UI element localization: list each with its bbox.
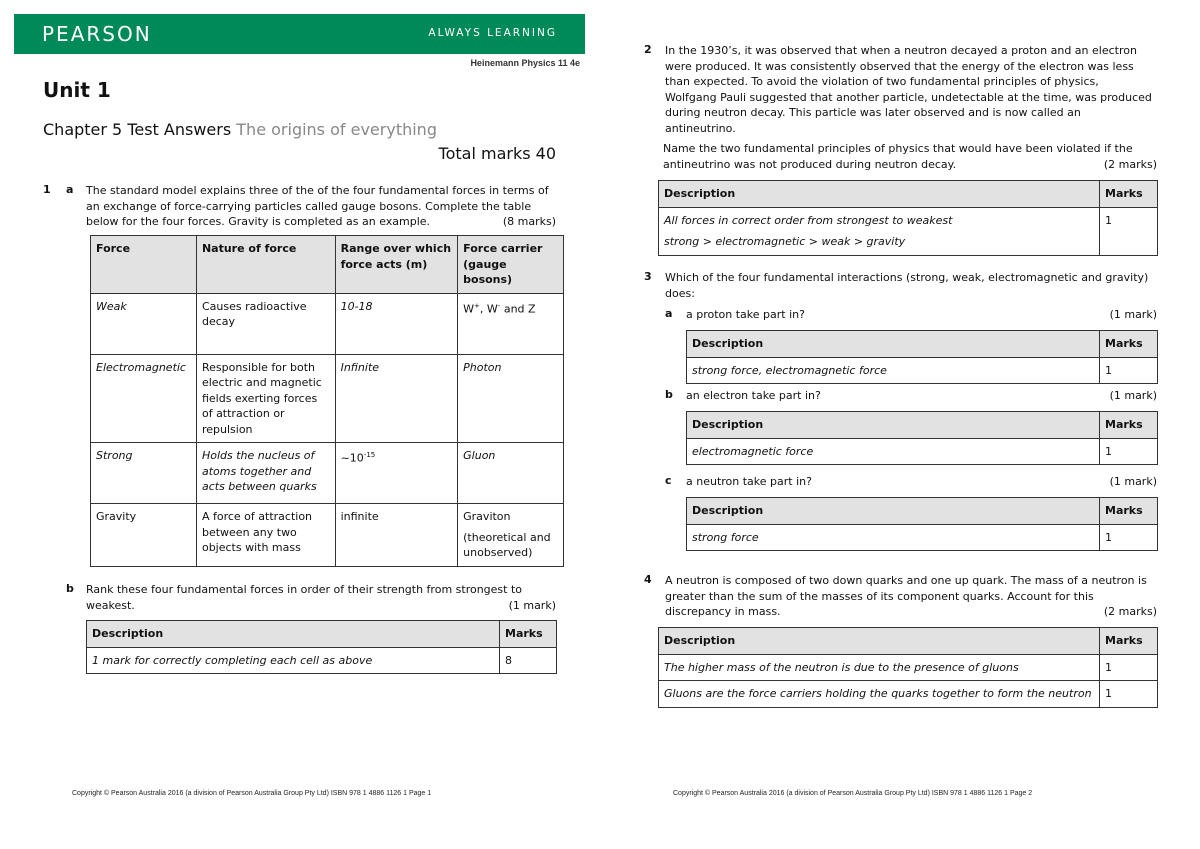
- question-1b-marks: (1 mark): [508, 598, 556, 612]
- footer-page-1: Copyright © Pearson Australia 2016 (a division of Pearson Australia Group Pty Ltd) ISBN 978 1 4886 1126 1 Page 1: [72, 790, 432, 797]
- question-1b-letter: b: [66, 582, 74, 595]
- question-4-text: A neutron is composed of two down quarks and one up quark. The mass of a neutron is greater than the sum of the masses of its component quarks. Account for this discrepancy in mass. (2 marks): [665, 574, 1157, 618]
- table-row: Strong Holds the nucleus of atoms together and acts between quarks $\sim 10^{-15}$ Gluon: [91, 443, 564, 504]
- question-1a-letter: a: [66, 183, 74, 196]
- question-3c-marks: (1 mark): [1109, 475, 1157, 488]
- q2-marking-table: [658, 180, 1158, 256]
- table-row: electromagnetic force 1: [687, 438, 1158, 465]
- question-2-prompt: Name the two fundamental principles of physics that would have been violated if the antineutrino was not produced during neutron decay. (2 marks): [663, 142, 1157, 171]
- pearson-banner: [14, 14, 585, 54]
- table-header-row: Description Marks: [659, 628, 1158, 655]
- col-force: Force: [91, 236, 197, 294]
- question-4-number: 4: [644, 573, 652, 586]
- question-2-number: 2: [644, 43, 652, 56]
- question-4-marks: (2 marks): [1103, 605, 1157, 618]
- unit-title: Unit 1: [43, 78, 111, 102]
- book-reference: Heinemann Physics 11 4e: [470, 58, 580, 68]
- table-header-row: Description Marks: [687, 331, 1158, 358]
- question-3a-marks: (1 mark): [1109, 308, 1157, 321]
- table-header-row: Description Marks: [87, 621, 557, 648]
- question-3c-letter: c: [665, 474, 672, 487]
- table-row: 1 mark for correctly completing each cell as above 8: [87, 647, 557, 674]
- question-3a-text: a proton take part in? (1 mark): [686, 308, 1157, 321]
- table-header-row: Description Marks: [687, 498, 1158, 525]
- question-2-marks: (2 marks): [1103, 157, 1157, 171]
- q3c-marking-table: [686, 497, 1158, 551]
- question-3b-text: an electron take part in? (1 mark): [686, 389, 1157, 402]
- q3b-marking-table: [686, 411, 1158, 465]
- question-3c-text: a neutron take part in? (1 mark): [686, 475, 1157, 488]
- question-2-text: In the 1930’s, it was observed that when a neutron decayed a proton and an electron were produced. It was consistently observed that the energy of the electron was less than expected. To avoid the violation of two fundamental principles of physics, Wolfgang Pauli suggested that another particle, undetectable at the time, was produced during neutron decay. This particle was later observed and is now called an antineutrino.: [665, 44, 1152, 135]
- table-header-row: Description Marks: [687, 412, 1158, 439]
- page-2: [600, 0, 1200, 849]
- question-1b-text: Rank these four fundamental forces in order of their strength from strongest to weakest. (1 mark): [86, 583, 556, 612]
- table-header-row: Description Marks: [659, 181, 1158, 208]
- table-row: Gluons are the force carriers holding the quarks together to form the neutron 1: [659, 681, 1158, 708]
- chapter-label: Chapter 5 Test Answers: [43, 120, 232, 139]
- table-row: All forces in correct order from strongest to weakest strong > electromagnetic > weak > gravity 1: [659, 207, 1158, 255]
- q3a-marking-table: [686, 330, 1158, 384]
- chapter-subtitle: The origins of everything: [236, 120, 437, 139]
- col-nature: Nature of force: [196, 236, 335, 294]
- question-1a-text: The standard model explains three of the of the four fundamental forces in terms of an exchange of force-carrying particles called gauge bosons. Complete the table below for the four forces. Gravity is completed as an example. (8 marks): [86, 184, 556, 228]
- question-3-number: 3: [644, 270, 652, 283]
- question-1a-marks: (8 marks): [502, 215, 556, 228]
- forces-table: [90, 235, 564, 567]
- table-row: Electromagnetic Responsible for both electric and magnetic fields exerting forces of attraction or repulsion Infinite Photon: [91, 354, 564, 443]
- footer-page-2: Copyright © Pearson Australia 2016 (a division of Pearson Australia Group Pty Ltd) ISBN 978 1 4886 1126 1 Page 2: [673, 790, 1033, 797]
- banner-tagline: ALWAYS LEARNING: [428, 27, 557, 39]
- question-3b-marks: (1 mark): [1109, 389, 1157, 402]
- question-3b-letter: b: [665, 388, 673, 401]
- col-range: Range over which force acts (m): [335, 236, 458, 294]
- question-1-number: 1: [43, 183, 51, 196]
- table-row: Weak Causes radioactive decay 10-18 W+, W- and Z: [91, 293, 564, 354]
- pearson-logo: PEARSON: [42, 22, 152, 46]
- table-row: The higher mass of the neutron is due to the presence of gluons 1: [659, 654, 1158, 681]
- chapter-title: [43, 120, 437, 139]
- table-row: strong force 1: [687, 524, 1158, 551]
- total-marks: Total marks 40: [438, 144, 556, 163]
- question-3-text: Which of the four fundamental interactions (strong, weak, electromagnetic and gravity) does:: [665, 271, 1149, 300]
- q1b-marking-table: [86, 620, 557, 674]
- table-header-row: [91, 236, 564, 294]
- table-row: strong force, electromagnetic force 1: [687, 357, 1158, 384]
- strong-range: $\sim 10^{-15}$: [335, 443, 458, 504]
- weak-carrier: W+, W- and Z: [458, 293, 564, 354]
- table-row: Gravity A force of attraction between any two objects with mass infinite Graviton (theoretical and unobserved): [91, 504, 564, 567]
- question-3a-letter: a: [665, 307, 673, 320]
- col-carrier: Force carrier (gauge bosons): [458, 236, 564, 294]
- q4-marking-table: [658, 627, 1158, 708]
